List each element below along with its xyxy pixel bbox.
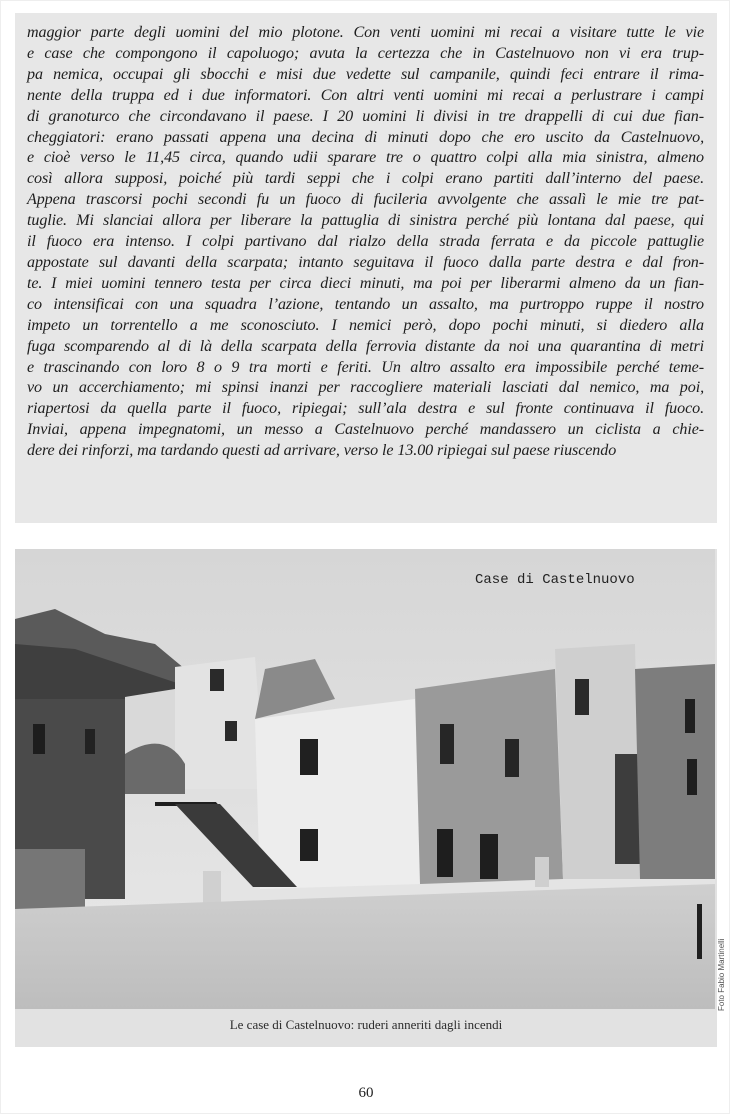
photo-caption: Le case di Castelnuovo: ruderi anneriti dagli incendi bbox=[229, 1017, 503, 1032]
text-line: e cioè verso le 11,45 circa, quando udii sparare tre o quattro colpi alla mia sinistra, almeno bbox=[27, 149, 704, 167]
text-line: e case che compongono il capoluogo; avuta la certezza che in Castelnuovo non vi era trup- bbox=[27, 44, 704, 62]
page-number: 60 bbox=[358, 1085, 374, 1101]
text-line: maggior parte degli uomini del mio plotone. Con venti uomini mi recai a visitare tutte le vie bbox=[27, 24, 704, 41]
text-line: te. I miei uomini tennero testa per circa dieci minuti, ma poi per liberarmi almeno da un fian- bbox=[27, 274, 704, 292]
text-line: cheggiatori: erano passati appena una decina di minuti dopo che ero uscito da Castelnuovo, bbox=[27, 128, 704, 146]
photo-credit-text: Foto Fabio Martinelli bbox=[717, 938, 726, 1011]
text-line: impeto un torrentello a me sconosciuto. I nemici però, dopo pochi minuti, si diedero alla bbox=[27, 316, 704, 334]
text-line: e trascinando con loro 8 o 9 tra morti e feriti. Un altro assalto era impossibile perché teme- bbox=[27, 358, 704, 376]
photo-figure bbox=[15, 549, 717, 1047]
text-line: fuga scomparendo al di là della scarpata della ferrovia distante da noi una quarantina di metri bbox=[27, 337, 704, 355]
text-line: dere dei rinforzi, ma tardando questi ad arrivare, verso le 13.00 ripiegai sul paese riuscendo bbox=[27, 442, 617, 460]
text-line: nente della truppa ed i due informatori. Con altri venti uomini mi recai a perlustrare i campi bbox=[27, 86, 704, 104]
photo-illustration bbox=[15, 549, 715, 1009]
text-line: vo un accerchiamento; mi spinsi inanzi per raccogliere materiali lasciati dal nemico, ma poi, bbox=[27, 379, 704, 397]
text-block bbox=[15, 13, 717, 523]
text-line: riapertosi da quella parte il fuoco, ripiegai; sull’ala destra e sul fronte continuava il fuoco. bbox=[27, 400, 704, 418]
historic-photo bbox=[15, 549, 715, 1009]
text-line: così allora supposi, poiché più tardi seppi che i colpi erano partiti dall’interno del paese. bbox=[27, 170, 704, 188]
text-line: pa nemica, occupai gli sbocchi e misi due vedette sul campanile, quindi feci entrare il rima- bbox=[27, 65, 704, 83]
text-line: di granoturco che circondavano il paese. I 20 uomini li divisi in tre drappelli di cui due fian- bbox=[27, 107, 704, 125]
text-line: co intensificai con una squadra l’azione, tentando un assalto, ma purtroppo ruppe il nostro bbox=[27, 295, 704, 313]
text-line: tuglie. Mi slanciai allora per liberare la pattuglia di sinistra perché più lontana dal paese, qui bbox=[27, 212, 704, 230]
photo-inscription: Case di Castelnuovo bbox=[475, 572, 635, 588]
photo-credit bbox=[717, 881, 729, 1021]
text-line: Appena trascorsi pochi secondi fu un fuoco di fucileria avvolgente che assalì le mie tre pat- bbox=[27, 191, 704, 209]
text-line: appostate sul davanti della scarpata; intanto seguitava il fuoco dalla parte destra e dal fron- bbox=[27, 253, 704, 271]
text-line: Inviai, appena impegnatomi, un messo a Castelnuovo perché mandassero un ciclista a chie- bbox=[27, 421, 704, 439]
text-line: il fuoco era intenso. I colpi partivano dal rialzo della strada ferrata e da piccole pattuglie bbox=[27, 233, 704, 251]
